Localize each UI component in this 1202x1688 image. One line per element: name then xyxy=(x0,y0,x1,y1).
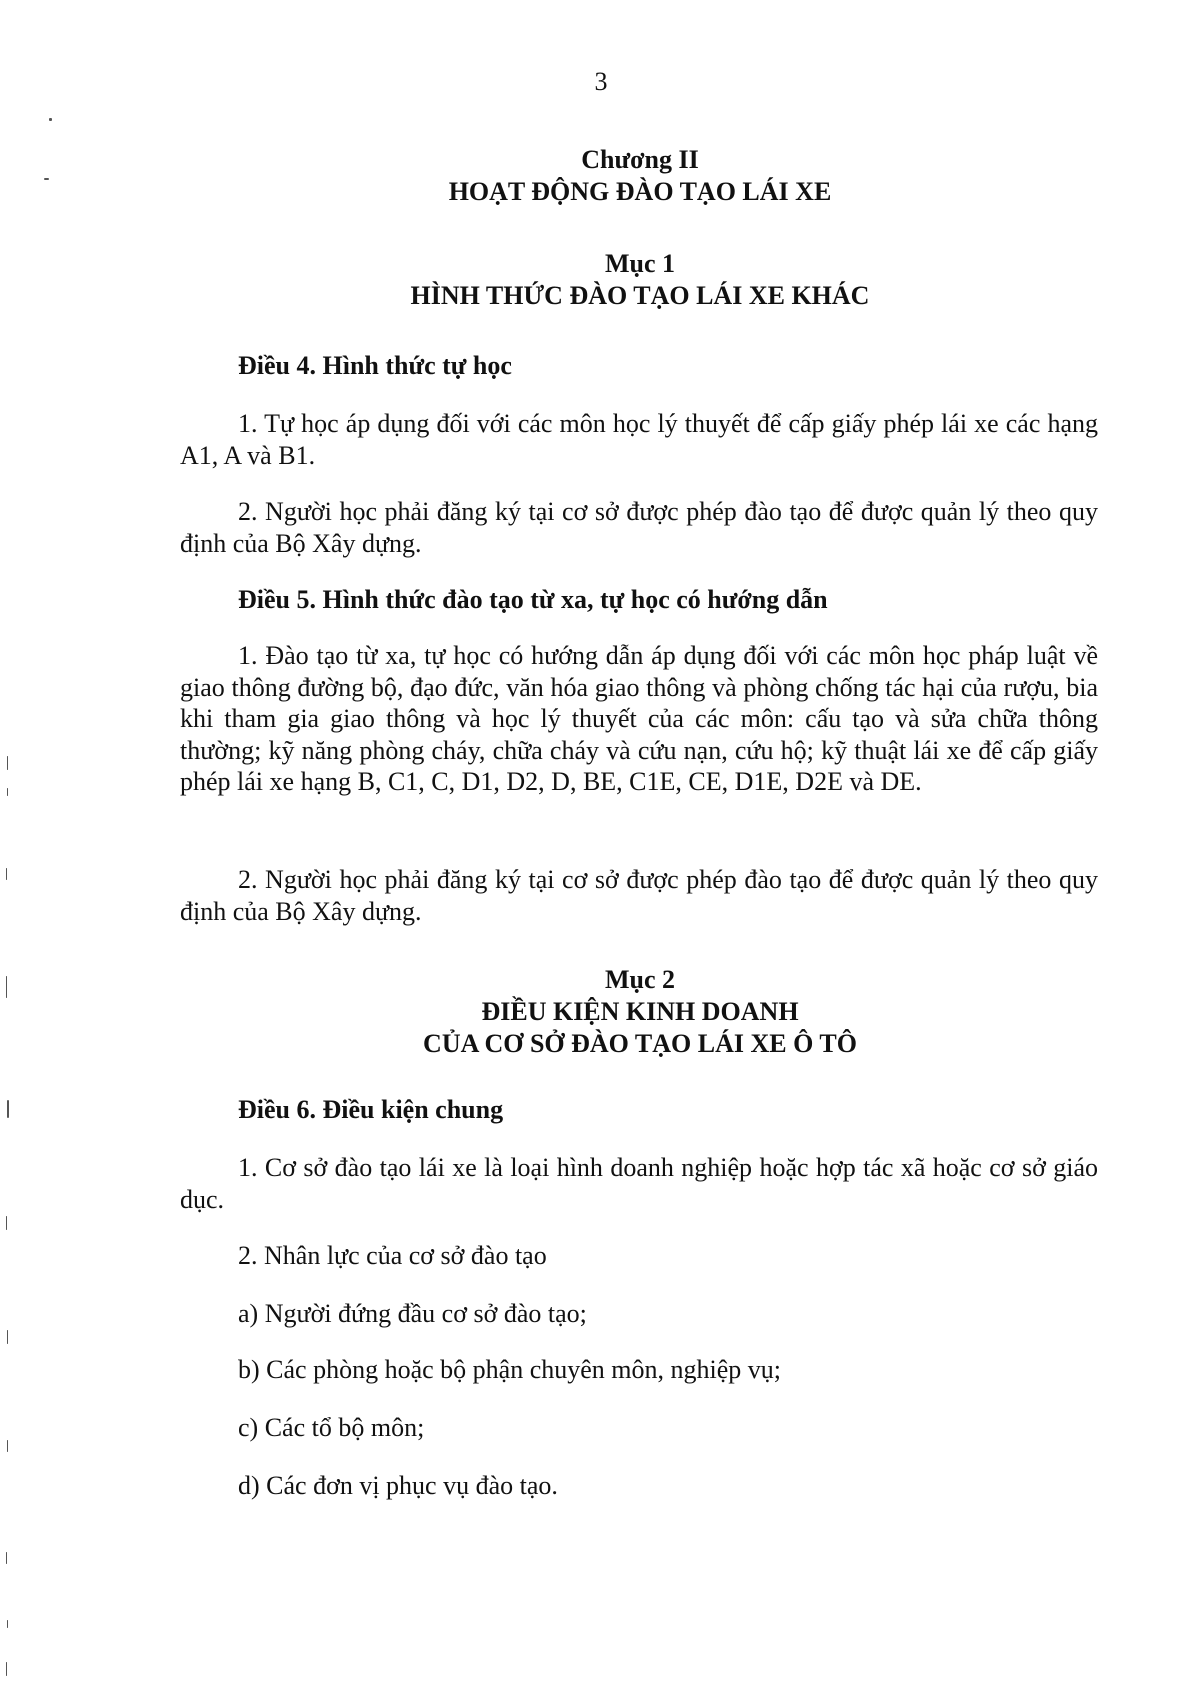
scan-speck xyxy=(6,976,7,998)
section-1-label: Mục 1 xyxy=(604,249,676,278)
article-4-title: Điều 4. Hình thức tự học xyxy=(238,351,512,380)
chapter-heading xyxy=(180,144,1100,208)
scan-speck xyxy=(6,1216,7,1230)
chapter-title: HOẠT ĐỘNG ĐÀO TẠO LÁI XE xyxy=(448,177,832,206)
scan-speck xyxy=(7,756,8,770)
scan-speck xyxy=(6,1552,7,1564)
article-6-paragraph-1: 1. Cơ sở đào tạo lái xe là loại hình doanh nghiệp hoặc hợp tác xã hoặc cơ sở giáo dục. xyxy=(180,1153,1098,1214)
section-2-title-line-1: ĐIỀU KIỆN KINH DOANH xyxy=(481,997,799,1026)
article-5-paragraph-1: 1. Đào tạo từ xa, tự học có hướng dẫn áp dụng đối với các môn học pháp luật về giao thông đường bộ, đạo đức, văn hóa giao thông và phòng chống tác hại của rượu, bia khi tham gia giao thông và học lý thuyết của các môn: cấu tạo và sửa chữa thông thường; kỹ năng phòng cháy, chữa cháy và cứu nạn, cứu hộ; kỹ thuật lái xe để cấp giấy phép lái xe hạng B, C1, C, D1, D2, D, BE, C1E, CE, D1E, D2E và DE. xyxy=(180,641,1098,796)
scan-speck xyxy=(7,1330,8,1344)
list-item: d) Các đơn vị phục vụ đào tạo. xyxy=(238,1471,558,1500)
list-item: b) Các phòng hoặc bộ phận chuyên môn, nghiệp vụ; xyxy=(238,1355,781,1384)
scan-speck xyxy=(7,788,8,796)
scan-speck xyxy=(6,1662,7,1676)
section-1-heading xyxy=(180,248,1100,312)
article-4-paragraph-1: 1. Tự học áp dụng đối với các môn học lý thuyết để cấp giấy phép lái xe các hạng A1, A và B1. xyxy=(180,409,1098,470)
scan-speck xyxy=(6,868,7,880)
article-4-paragraph-2: 2. Người học phải đăng ký tại cơ sở được phép đào tạo để được quản lý theo quy định của Bộ Xây dựng. xyxy=(180,497,1098,558)
section-2-heading xyxy=(180,964,1100,1060)
scan-speck xyxy=(7,1440,8,1452)
article-6-title: Điều 6. Điều kiện chung xyxy=(238,1095,504,1124)
scan-speck xyxy=(44,178,49,180)
scan-speck xyxy=(7,1620,8,1628)
list-item: a) Người đứng đầu cơ sở đào tạo; xyxy=(238,1299,587,1328)
section-1-title: HÌNH THỨC ĐÀO TẠO LÁI XE KHÁC xyxy=(410,281,870,310)
section-2-label: Mục 2 xyxy=(604,965,676,994)
article-5-title: Điều 5. Hình thức đào tạo từ xa, tự học có hướng dẫn xyxy=(238,585,828,614)
scan-speck xyxy=(49,118,52,121)
chapter-label: Chương II xyxy=(581,145,699,174)
article-5-paragraph-2: 2. Người học phải đăng ký tại cơ sở được phép đào tạo để được quản lý theo quy định của Bộ Xây dựng. xyxy=(180,865,1098,926)
section-2-title-line-2: CỦA CƠ SỞ ĐÀO TẠO LÁI XE Ô TÔ xyxy=(423,1029,857,1058)
scan-speck xyxy=(7,1100,9,1118)
article-6-paragraph-2: 2. Nhân lực của cơ sở đào tạo xyxy=(238,1241,547,1270)
list-item: c) Các tổ bộ môn; xyxy=(238,1413,425,1442)
page-number: 3 xyxy=(594,67,608,96)
